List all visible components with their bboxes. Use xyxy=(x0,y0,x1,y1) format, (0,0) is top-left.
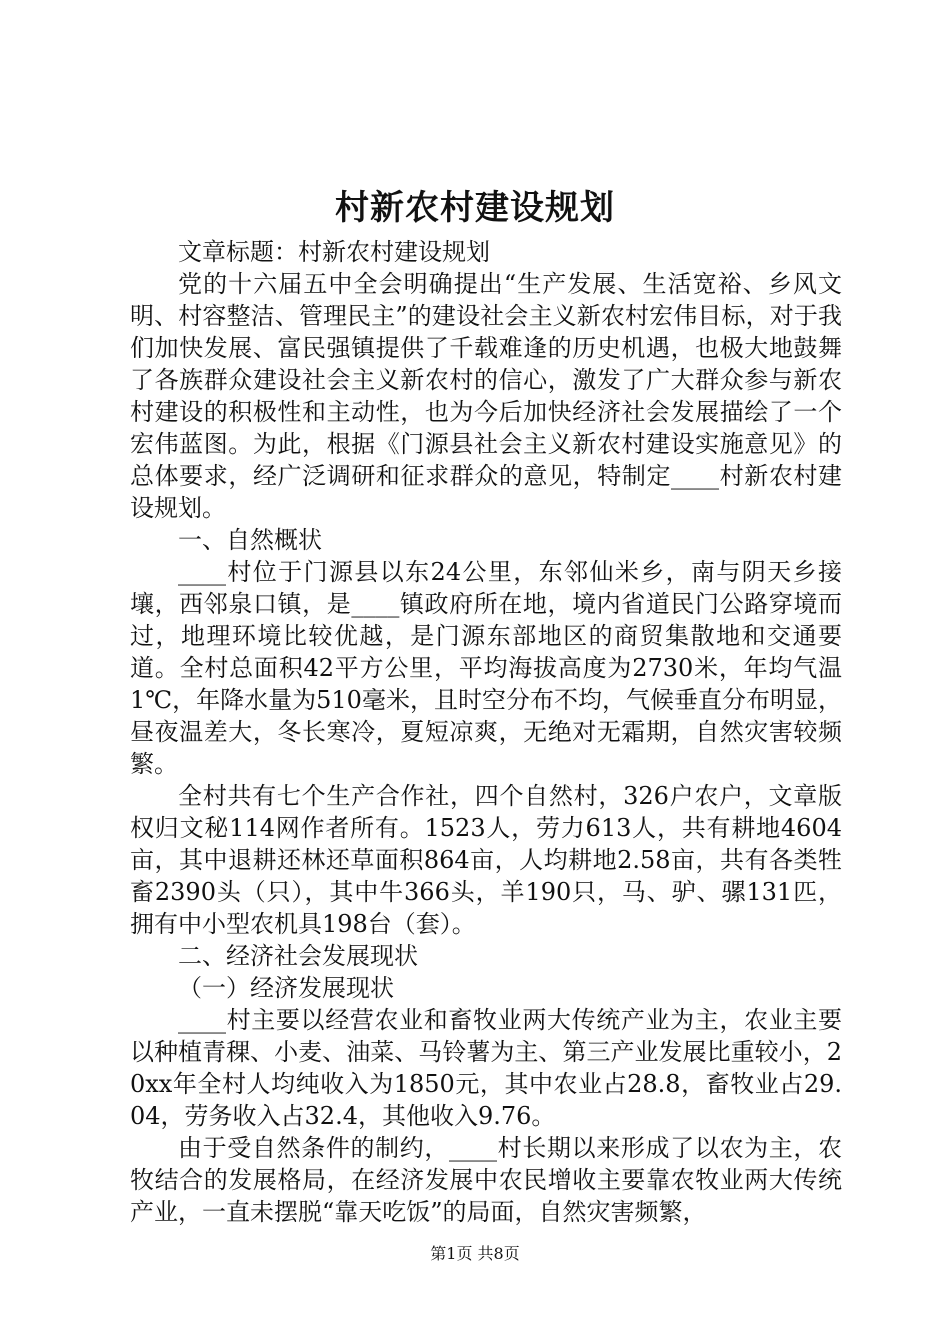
subsection-heading-economic-development: （一）经济发展现状 xyxy=(178,974,394,1002)
paragraph-constraints: 由于受自然条件的制约，____村长期以来形成了以农为主，农牧结合的发展格局，在经济发展中农民增收主要靠农牧业两大传统产业，一直未摆脱“靠天吃饭”的局面，自然灾害频繁， xyxy=(130,1134,842,1226)
document-body xyxy=(130,236,842,1228)
page-number-footer: 第1页 共8页 xyxy=(430,1244,520,1263)
paragraph-population: 全村共有七个生产合作社，四个自然村，326户农户，文章版权归文秘114网作者所有。1523人，劳力613人，共有耕地4604亩，其中退耕还林还草面积864亩，人均耕地2.58亩，共有各类牲畜2390头（只），其中牛366头，羊190只，马、驴、骡131匹，拥有中小型农机具198台（套）。 xyxy=(130,782,842,938)
paragraph-article-title: 文章标题：村新农村建设规划 xyxy=(178,238,490,266)
paragraph-intro: 党的十六届五中全会明确提出“生产发展、生活宽裕、乡风文明、村容整洁、管理民主”的建设社会主义新农村宏伟目标，对于我们加快发展、富民强镇提供了千载难逢的历史机遇，也极大地鼓舞了各族群众建设社会主义新农村的信心，激发了广大群众参与新农村建设的积极性和主动性，也为今后加快经济社会发展描绘了一个宏伟蓝图。为此，根据《门源县社会主义新农村建设实施意见》的总体要求，经广泛调研和征求群众的意见，特制定____村新农村建设规划。 xyxy=(130,270,842,522)
document-title: 村新农村建设规划 xyxy=(335,188,615,228)
paragraph-location: ____村位于门源县以东24公里，东邻仙米乡，南与阴天乡接壤，西邻泉口镇，是____镇政府所在地，境内省道民门公路穿境而过，地理环境比较优越，是门源东部地区的商贸集散地和交通要道。全村总面积42平方公里，平均海拔高度为2730米，年均气温1℃，年降水量为510毫米，且时空分布不均，气候垂直分布明显，昼夜温差大，冬长寒冷，夏短凉爽，无绝对无霜期，自然灾害较频繁。 xyxy=(130,558,842,778)
section-heading-economic-status: 二、经济社会发展现状 xyxy=(178,942,418,970)
paragraph-economy: ____村主要以经营农业和畜牧业两大传统产业为主，农业主要以种植青稞、小麦、油菜、马铃薯为主、第三产业发展比重较小，20xx年全村人均纯收入为1850元，其中农业占28.8，畜牧业占29.04，劳务收入占32.4，其他收入9.76。 xyxy=(130,1006,842,1130)
section-heading-natural-overview: 一、自然概状 xyxy=(178,526,322,554)
